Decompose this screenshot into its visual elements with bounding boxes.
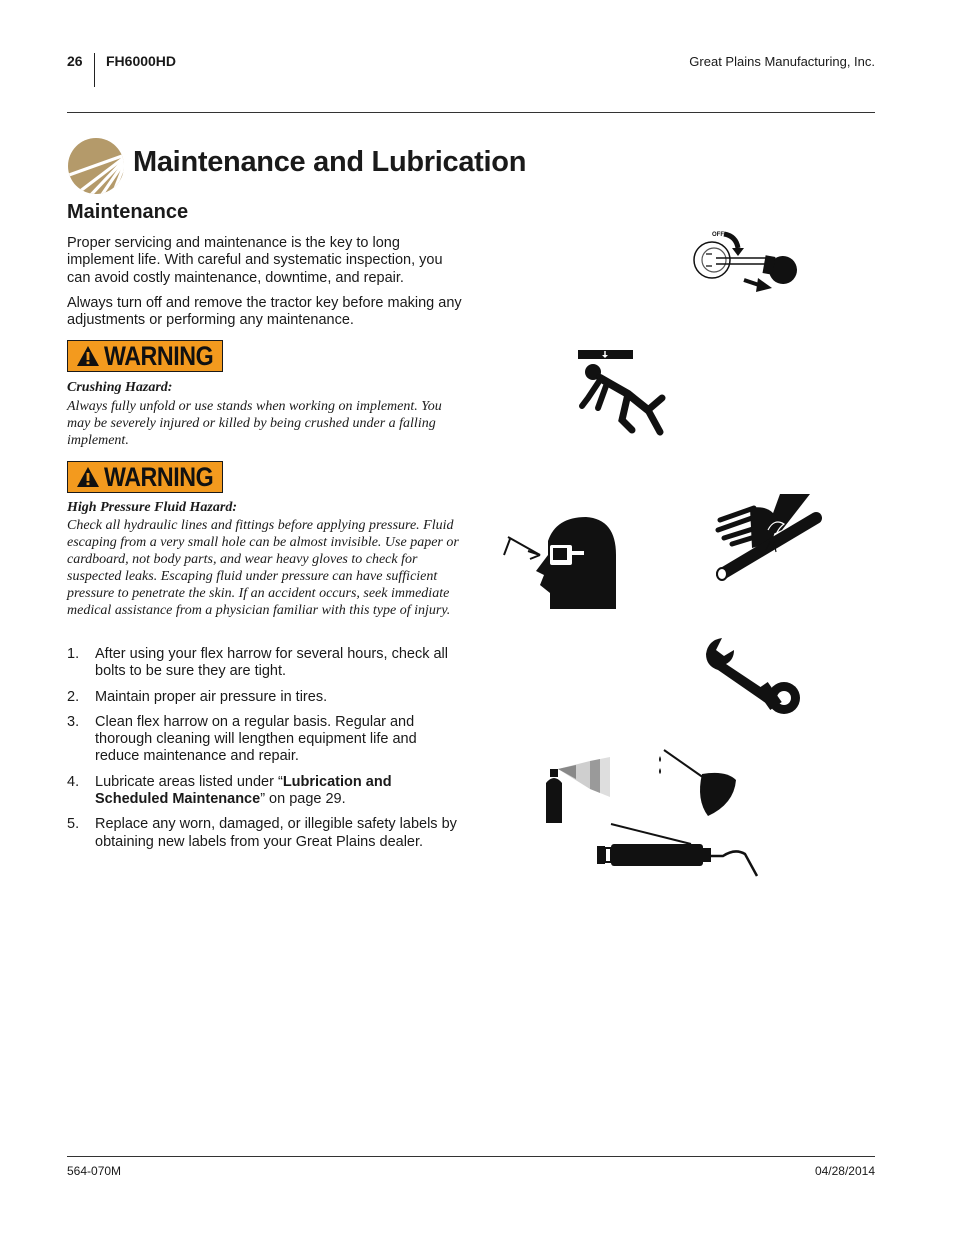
great-plains-logo-icon: [67, 137, 125, 195]
section-title: Maintenance: [67, 201, 189, 223]
hazard-text: Always fully unfold or use stands when working on implement. You may be severely injured or killed by being crushed under a falling implement.: [67, 399, 442, 448]
header-divider: [94, 53, 95, 87]
document-number: 564-070M: [67, 1164, 122, 1178]
warning-label: [67, 461, 223, 493]
hazard-title: High Pressure Fluid Hazard:: [67, 500, 237, 515]
hazard-title: Crushing Hazard:: [67, 380, 173, 395]
list-item: 2. Maintain proper air pressure in tires.: [67, 688, 328, 705]
intro-paragraph: Proper servicing and maintenance is the key to long implement life. With careful and systematic inspection, you can avoid costly maintenance, downtime, and repair.: [67, 235, 443, 286]
warning-text: WARNING: [103, 340, 213, 371]
key-paragraph: Always turn off and remove the tractor key before making any adjustments or performing any maintenance.: [67, 295, 462, 329]
list-item: 5. Replace any worn, damaged, or illegible safety labels by obtaining new labels from your Great Plains dealer.: [67, 816, 457, 850]
warning-triangle-icon: [76, 345, 100, 367]
document-date: 04/28/2014: [814, 1164, 875, 1178]
list-item: 3. Clean flex harrow on a regular basis. Regular and thorough cleaning will lengthen equipment life and reduce maintenance and repair.: [67, 713, 417, 765]
warning-label: [67, 340, 223, 372]
page-title: Maintenance and Lubrication: [133, 146, 527, 178]
header-rule: [67, 112, 875, 113]
list-item: 4. Lubricate areas listed under “Lubrication and Scheduled Maintenance” on page 29.: [67, 773, 392, 808]
crushing-hazard-icon: [576, 348, 668, 436]
key-off-icon: [688, 226, 800, 298]
svg-text:OFF: OFF: [712, 232, 724, 238]
page-number: 26: [67, 53, 83, 69]
grease-gun-icon: [595, 820, 765, 880]
footer-rule: [67, 1156, 875, 1157]
list-item: 1. After using your flex harrow for several hours, check all bolts to be sure they are tight.: [67, 646, 448, 680]
wrench-icon: [704, 636, 804, 716]
high-pressure-fluid-icon: [712, 490, 822, 585]
hazard-text: Check all hydraulic lines and fittings before applying pressure. Fluid escaping from a very small hole can be almost invisible. Use paper or cardboard, not body parts, and wear heavy gloves to check for suspected leaks. Escaping fluid under pressure can have sufficient pressure to penetrate the skin. If an accident occurs, seek immediate medical assistance from a physician familiar with this type of injury.: [67, 518, 459, 618]
warning-text: WARNING: [103, 461, 213, 492]
maintenance-steps: [67, 646, 462, 859]
warning-triangle-icon: [76, 466, 100, 488]
eye-protection-icon: [500, 515, 620, 611]
cross-reference-link: Lubrication and Scheduled Maintenance: [95, 773, 392, 808]
model-name: FH6000HD: [106, 53, 177, 69]
oil-can-icon: [656, 748, 740, 818]
company-name: Great Plains Manufacturing, Inc.: [689, 54, 875, 69]
spray-can-icon: [540, 755, 616, 825]
